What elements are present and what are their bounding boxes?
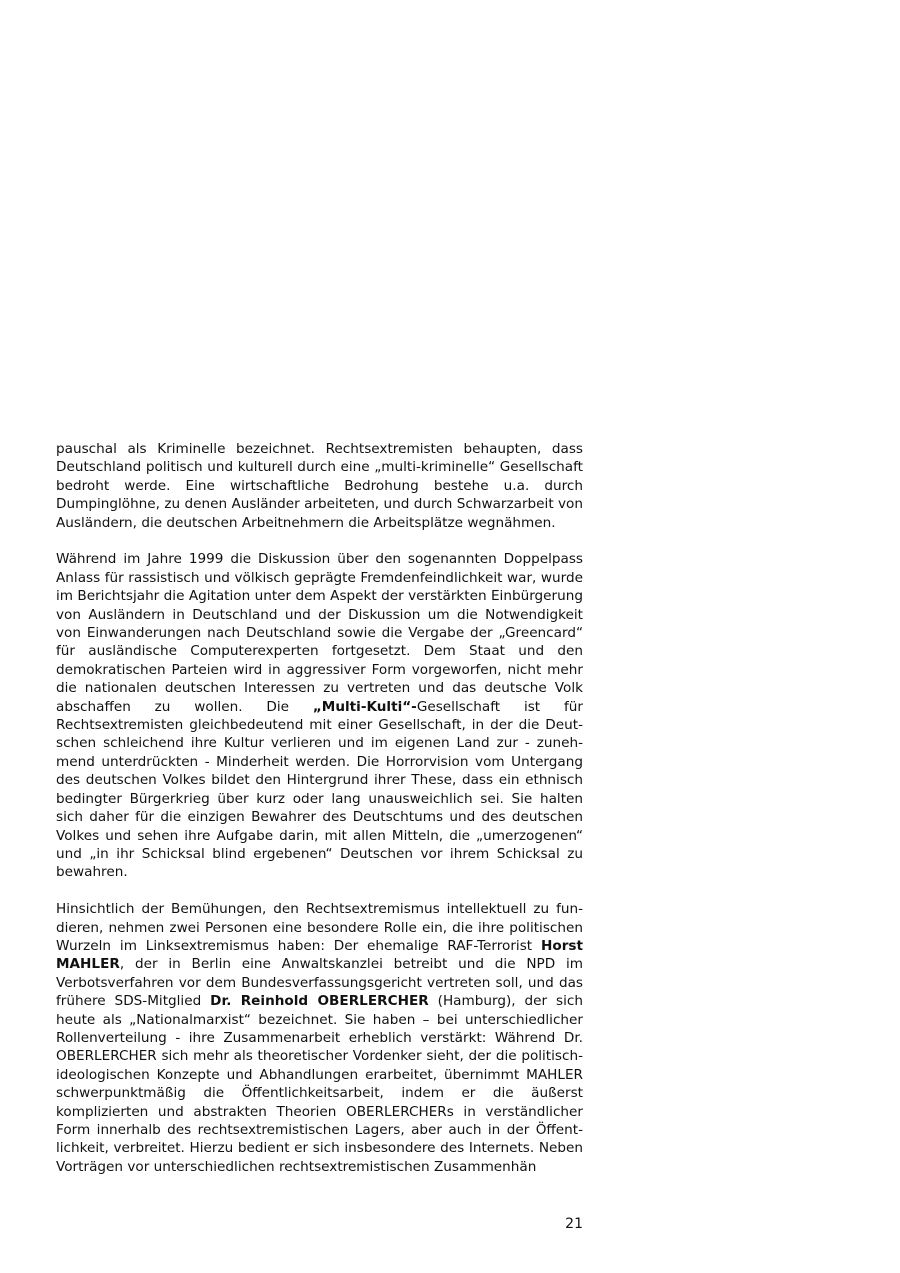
term-multi-kulti: „Multi-Kulti“- [312,698,417,715]
page-number: 21 [565,1216,583,1232]
paragraph-3-text-b: , der in Berlin eine Anwaltskanzlei betreibt und die NPD im Verbotsverfahren vor dem Bundesverfassungsgericht vertreten soll, und das frühere SDS-Mitglied [56,956,583,1010]
paragraph-3 [56,900,583,1176]
paragraph-3-text-a: Hinsichtlich der Bemühungen, den Rechtsextremismus intellektuell zu fundieren, nehmen zwei Personen eine besondere Rolle ein, die ihre politischen Wurzeln im Linksextremismus haben: Der ehemalige RAF-Terrorist [56,901,583,954]
paragraph-2-text-b: Gesellschaft ist für Rechtsextremisten gleichbedeutend mit einer Gesellschaft, in der die Deutschen schleichend ihre Kultur verlieren und im eigenen Land zur - zunehmend unterdrückten - Minderheit werden. Die Horrorvision vom Untergang des deutschen Volkes bildet den Hintergrund ihrer These, dass ein ethnisch bedingter Bürgerkrieg über kurz oder lang unausweichlich sei. Sie halten sich daher für die einzigen Bewahrer des Deutschtums und des deutschen Volkes und sehen ihre Aufgabe darin, mit allen Mitteln, die „umerzogenen“ und „in ihr Schicksal blind ergebenen“ Deutschen vor ihrem Schicksal zu bewahren. [56,698,583,881]
paragraph-3-text-c: (Hamburg), der sich heute als „Nationalmarxist“ bezeichnet. Sie haben – bei unterschiedlicher Rollenverteilung - ihre Zusammenarbeit erheblich verstärkt: Während Dr. OBERLERCHER sich mehr als theoretischer Vordenker sieht, der die politisch-ideologischen Konzepte und Abhandlungen erarbeitet, übernimmt MAHLER schwerpunktmäßig die Öffentlichkeitsarbeit, indem er die äußerst komplizierten und abstrakten Theorien OBERLERCHERs in verständlicher Form innerhalb des rechtsextremistischen Lagers, aber auch in der Öffentlichkeit, verbreitet. Hierzu bedient er sich insbesondere des Internets. Neben Vorträgen vor unterschiedlichen rechtsextremistischen Zusammenhän [56,993,583,1175]
paragraph-2 [56,550,583,881]
name-reinhold-oberlercher: Dr. Reinhold OBERLERCHER [210,993,429,1010]
paragraph-2-text-a: Während im Jahre 1999 die Diskussion über den sogenannten Doppelpass Anlass für rassistisch und völkisch geprägte Fremdenfeindlichkeit war, wurde im Berichtsjahr die Agitation unter dem Aspekt der verstärkten Einbürgerung von Ausländern in Deutschland und der Diskussion um die Notwendigkeit von Einwanderungen nach Deutschland sowie die Vergabe der „Greencard“ für ausländische Computerexperten fortgesetzt. Dem Staat und den demokratischen Parteien wird in aggressiver Form vorgeworfen, nicht mehr die nationalen deutschen Interessen zu vertreten und das deutsche Volk abschaffen zu wollen. Die [56,551,583,715]
paragraph-1 [56,440,583,532]
name-horst-mahler: Horst MAHLER [56,937,583,973]
document-body [56,440,583,1176]
paragraph-1-text: pauschal als Kriminelle bezeichnet. Rechtsextremisten behaupten, dass Deutschland politisch und kulturell durch eine „multi-kriminelle“ Gesellschaft bedroht werde. Eine wirtschaftliche Bedrohung bestehe u.a. durch Dumpinglöhne, zu denen Ausländer arbeiteten, und durch Schwarzarbeit von Ausländern, die deutschen Arbeitnehmern die Arbeitsplätze wegnähmen. [56,441,583,531]
